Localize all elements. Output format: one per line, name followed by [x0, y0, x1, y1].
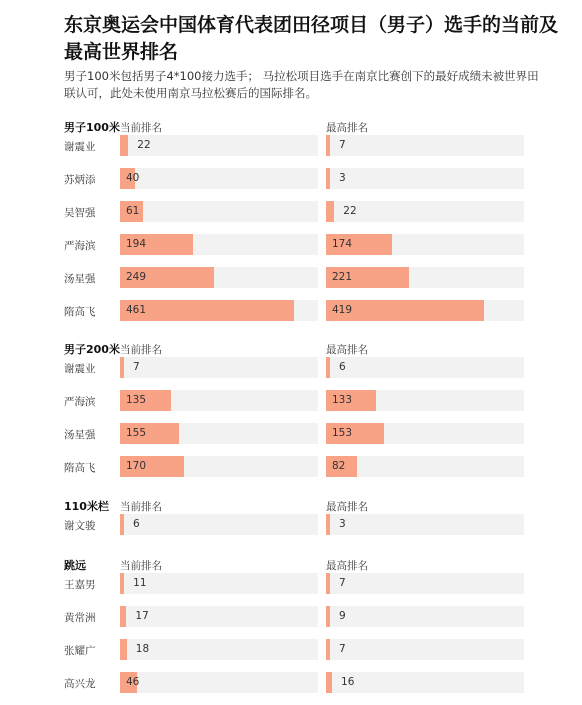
bar-track — [120, 357, 318, 378]
row-label: 谢震业 — [64, 141, 96, 153]
row-label: 严海滨 — [64, 396, 96, 408]
data-label: 133 — [332, 394, 353, 406]
bar — [120, 514, 124, 535]
bar — [120, 573, 124, 594]
data-label: 221 — [332, 271, 353, 283]
data-label: 7 — [339, 577, 346, 589]
data-label: 40 — [126, 172, 140, 184]
bar — [326, 168, 330, 189]
bar-track — [326, 639, 524, 660]
data-label: 153 — [332, 427, 353, 439]
row-label: 隋高飞 — [64, 306, 96, 318]
data-label: 7 — [133, 361, 140, 373]
section-title: 男子200米 — [64, 343, 120, 356]
column-header: 最高排名 — [326, 122, 368, 134]
column-header: 当前排名 — [120, 501, 162, 513]
bar — [326, 135, 330, 156]
bar — [326, 672, 332, 693]
row-label: 王嘉男 — [64, 579, 96, 591]
row-label: 吴智强 — [64, 207, 96, 219]
bar — [120, 639, 127, 660]
bar-track — [120, 168, 318, 189]
data-label: 174 — [332, 238, 353, 250]
bar-track — [120, 639, 318, 660]
row-label: 严海滨 — [64, 240, 96, 252]
bar-track — [120, 201, 318, 222]
data-label: 170 — [126, 460, 147, 472]
row-label: 高兴龙 — [64, 678, 96, 690]
bar — [326, 639, 330, 660]
data-label: 3 — [339, 518, 346, 530]
data-label: 11 — [133, 577, 147, 589]
row-label: 张耀广 — [64, 645, 96, 657]
bar-track — [326, 672, 524, 693]
bar-track — [326, 606, 524, 627]
bar-track — [326, 357, 524, 378]
bar — [326, 606, 330, 627]
bar-track — [326, 135, 524, 156]
section-title: 跳远 — [64, 559, 86, 572]
row-label: 汤星强 — [64, 429, 96, 441]
row-label: 黄常洲 — [64, 612, 96, 624]
bar — [326, 201, 334, 222]
column-header: 当前排名 — [120, 122, 162, 134]
column-header: 当前排名 — [120, 560, 162, 572]
data-label: 22 — [137, 139, 151, 151]
row-label: 苏炳添 — [64, 174, 96, 186]
column-header: 最高排名 — [326, 344, 368, 356]
bar — [120, 606, 126, 627]
data-label: 194 — [126, 238, 147, 250]
data-label: 22 — [343, 205, 357, 217]
bar-track — [120, 573, 318, 594]
data-label: 18 — [135, 643, 150, 655]
data-label: 7 — [339, 139, 346, 151]
bar — [120, 135, 128, 156]
row-label: 谢文骏 — [64, 520, 96, 532]
data-label: 3 — [339, 172, 346, 184]
data-label: 155 — [126, 427, 147, 439]
data-label: 6 — [339, 361, 346, 373]
chart-subtitle: 男子100米包括男子4*100接力选手； 马拉松项目选手在南京比赛创下的最好成绩未被世界田联认可，此处未使用南京马拉松赛后的国际排名。 — [64, 69, 539, 100]
bar-track — [120, 514, 318, 535]
data-label: 7 — [339, 643, 346, 655]
data-label: 135 — [126, 394, 147, 406]
section-title: 110米栏 — [64, 500, 109, 513]
bar — [326, 573, 330, 594]
bar — [326, 514, 330, 535]
data-label: 82 — [332, 460, 346, 472]
data-label: 461 — [126, 304, 147, 316]
bar-track — [120, 606, 318, 627]
data-label: 16 — [341, 676, 355, 688]
section-title: 男子100米 — [64, 121, 120, 134]
row-label: 汤星强 — [64, 273, 96, 285]
bar-track — [120, 672, 318, 693]
bar — [120, 300, 294, 321]
row-label: 隋高飞 — [64, 462, 96, 474]
data-label: 9 — [339, 610, 346, 622]
data-label: 17 — [135, 610, 149, 622]
data-label: 46 — [126, 676, 140, 688]
chart-title: 东京奥运会中国体育代表团田径项目（男子）选手的当前及最高世界排名 — [64, 14, 559, 63]
bar — [120, 357, 124, 378]
data-label: 61 — [126, 205, 140, 217]
data-label: 249 — [126, 271, 147, 283]
column-header: 最高排名 — [326, 560, 368, 572]
data-label: 419 — [332, 304, 353, 316]
column-header: 当前排名 — [120, 344, 162, 356]
bar — [326, 357, 330, 378]
bar-track — [326, 514, 524, 535]
data-label: 6 — [133, 518, 140, 530]
bar-track — [326, 168, 524, 189]
bar-track — [326, 573, 524, 594]
row-label: 谢震业 — [64, 363, 96, 375]
column-header: 最高排名 — [326, 501, 368, 513]
